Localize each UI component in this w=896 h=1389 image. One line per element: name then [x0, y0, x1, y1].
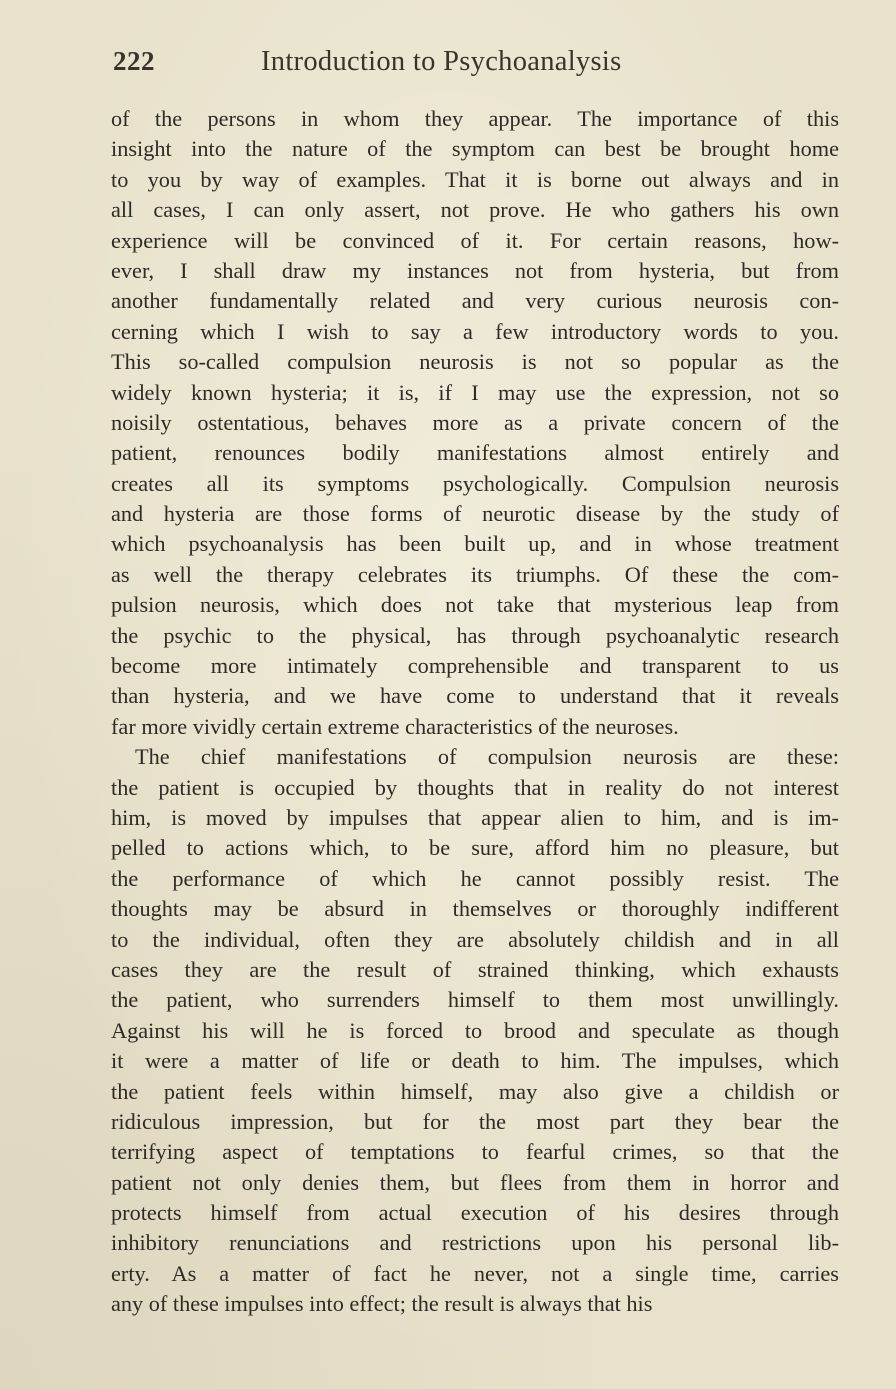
text-line: become more intimately comprehensible and transparent to us	[111, 653, 839, 679]
text-line: patient not only denies them, but flees from them in horror and	[111, 1169, 839, 1195]
text-line: as well the therapy celebrates its triumphs. Of these the com-	[111, 561, 839, 587]
text-line: and hysteria are those forms of neurotic disease by the study of	[111, 501, 839, 527]
text-line: ridiculous impression, but for the most part they bear the	[111, 1108, 839, 1134]
text-line: terrifying aspect of temptations to fearful crimes, so that the	[111, 1139, 839, 1165]
running-title: Introduction to Psychoanalysis	[261, 46, 622, 77]
text-line: This so-called compulsion neurosis is not so popular as the	[111, 349, 839, 375]
text-line: which psychoanalysis has been built up, and in whose treatment	[111, 531, 839, 557]
text-line: all cases, I can only assert, not prove. He who gathers his own	[111, 197, 839, 223]
body-text	[111, 104, 839, 1320]
text-line: thoughts may be absurd in themselves or thoroughly indifferent	[111, 896, 839, 922]
text-line: protects himself from actual execution of his desires through	[111, 1200, 839, 1226]
paragraph-1	[111, 104, 839, 742]
text-line: pelled to actions which, to be sure, afford him no pleasure, but	[111, 835, 839, 861]
paragraph-2	[111, 742, 839, 1319]
text-line: the performance of which he cannot possibly resist. The	[111, 865, 839, 891]
text-line: Against his will he is forced to brood and speculate as though	[111, 1017, 839, 1043]
text-line: than hysteria, and we have come to understand that it reveals	[111, 683, 839, 709]
text-line: of the persons in whom they appear. The importance of this	[111, 106, 839, 131]
text-line: creates all its symptoms psychologically. Compulsion neurosis	[111, 470, 839, 496]
text-line: ever, I shall draw my instances not from hysteria, but from	[111, 257, 839, 283]
page-number: 222	[113, 46, 155, 76]
text-line: the psychic to the physical, has through psychoanalytic research	[111, 622, 839, 648]
text-line: to you by way of examples. That it is borne out always and in	[111, 166, 839, 192]
text-line: erty. As a matter of fact he never, not a single time, carries	[111, 1260, 839, 1286]
text-line: another fundamentally related and very curious neurosis con-	[111, 288, 839, 314]
text-line: pulsion neurosis, which does not take that mysterious leap from	[111, 592, 839, 618]
text-line: it were a matter of life or death to him. The impulses, which	[111, 1048, 839, 1074]
text-line: The chief manifestations of compulsion neurosis are these:	[135, 744, 839, 770]
page-header	[113, 46, 853, 88]
text-line: patient, renounces bodily manifestations almost entirely and	[111, 440, 839, 466]
text-line: widely known hysteria; it is, if I may use the expression, not so	[111, 379, 839, 405]
text-line: the patient feels within himself, may also give a childish or	[111, 1078, 839, 1104]
text-line: him, is moved by impulses that appear alien to him, and is im-	[111, 804, 839, 830]
text-line: any of these impulses into effect; the result is always that his	[111, 1291, 653, 1317]
text-line: cerning which I wish to say a few introductory words to you.	[111, 318, 839, 344]
text-line: the patient, who surrenders himself to them most unwillingly.	[111, 987, 839, 1013]
text-line: to the individual, often they are absolutely childish and in all	[111, 926, 839, 952]
text-line: inhibitory renunciations and restrictions upon his personal lib-	[111, 1230, 839, 1256]
text-line: the patient is occupied by thoughts that in reality do not interest	[111, 774, 839, 800]
text-line: far more vividly certain extreme characteristics of the neuroses.	[111, 713, 679, 739]
text-line: cases they are the result of strained thinking, which exhausts	[111, 956, 839, 982]
text-line: noisily ostentatious, behaves more as a private concern of the	[111, 409, 839, 435]
text-line: experience will be convinced of it. For certain reasons, how-	[111, 227, 839, 253]
text-line: insight into the nature of the symptom can best be brought home	[111, 136, 839, 162]
